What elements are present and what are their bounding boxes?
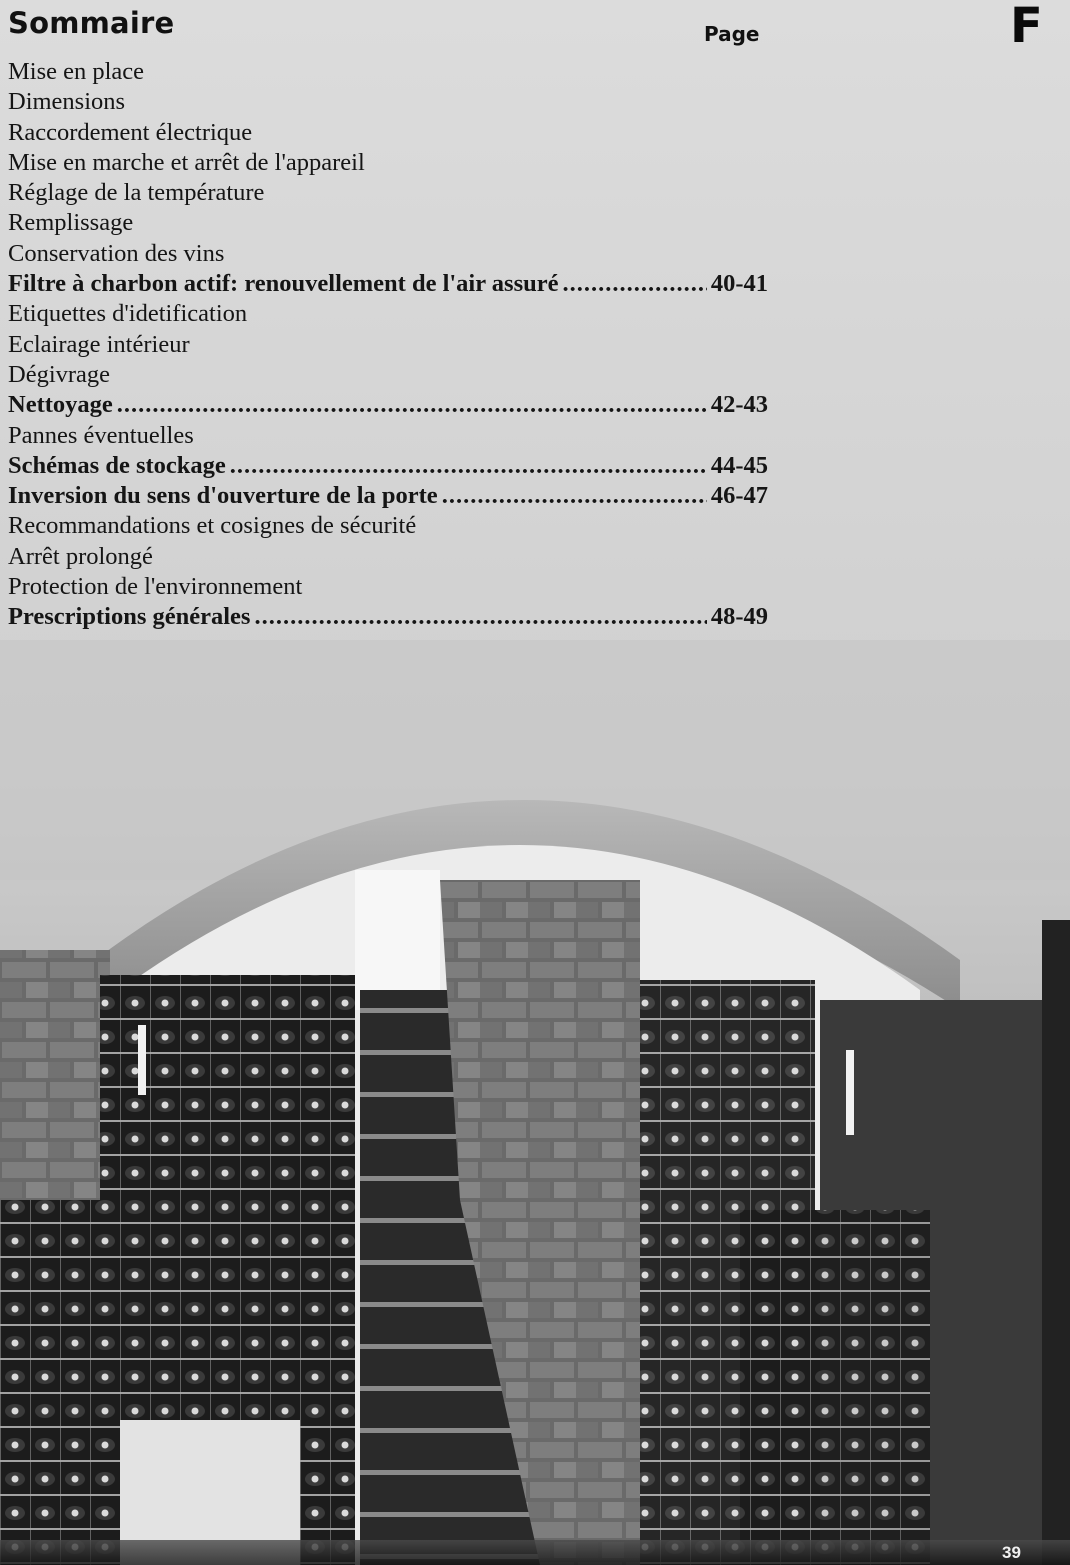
toc-item [8, 481, 768, 511]
toc-item-label: Mise en marche et arrêt de l'appareil [8, 148, 365, 176]
toc-item [8, 330, 768, 360]
toc-item [8, 239, 768, 269]
toc-item-label: Schémas de stockage [8, 451, 226, 479]
toc-item [8, 118, 768, 148]
toc-item-label: Arrêt prolongé [8, 542, 153, 570]
toc-item-label: Eclairage intérieur [8, 330, 190, 358]
toc-item [8, 269, 768, 299]
toc-item-label: Dégivrage [8, 360, 111, 388]
toc-item [8, 87, 768, 117]
table-of-contents [8, 57, 768, 633]
toc-item [8, 572, 768, 602]
toc-item-label: Nettoyage [8, 391, 113, 419]
toc-item [8, 299, 768, 329]
toc-item [8, 178, 768, 208]
toc-item-label: Protection de l'environnement [8, 573, 303, 601]
toc-item-label: Réglage de la température [8, 179, 265, 207]
toc-leader-dots [230, 451, 707, 481]
toc-item [8, 390, 768, 420]
toc-item [8, 511, 768, 541]
toc-item [8, 542, 768, 572]
toc-leader-dots [117, 390, 707, 420]
toc-item-label: Mise en place [8, 58, 145, 85]
toc-item [8, 148, 768, 178]
page-title: Sommaire [8, 6, 175, 40]
toc-item-label: Conservation des vins [8, 239, 225, 267]
toc-item-label: Dimensions [8, 88, 126, 116]
toc-leader-dots [442, 481, 707, 511]
toc-item-page: 46-47 [710, 482, 768, 510]
toc-item-label: Inversion du sens d'ouverture de la porte [8, 482, 438, 510]
toc-item [8, 421, 768, 451]
toc-item-page: 48-49 [710, 603, 768, 631]
toc-item-page: 40-41 [710, 270, 768, 298]
toc-item-label: Raccordement électrique [8, 118, 253, 146]
language-marker: F [1010, 0, 1043, 54]
page-column-label: Page [704, 22, 760, 46]
page-number: 39 [1002, 1543, 1021, 1562]
toc-item-label: Prescriptions générales [8, 603, 251, 631]
toc-leader-dots [254, 602, 706, 632]
toc-item [8, 360, 768, 390]
toc-item-label: Remplissage [8, 209, 134, 237]
toc-item [8, 451, 768, 481]
toc-item-page: 42-43 [710, 391, 768, 419]
toc-leader-dots [562, 269, 706, 299]
toc-item-label: Filtre à charbon actif: renouvellement de l'air assuré [8, 270, 559, 298]
toc-item-label: Etiquettes d'idetification [8, 300, 248, 328]
toc-item [8, 57, 768, 87]
toc-item [8, 602, 768, 632]
toc-item-label: Pannes éventuelles [8, 421, 194, 449]
toc-item [8, 208, 768, 238]
toc-item-page: 44-45 [710, 451, 768, 479]
toc-item-label: Recommandations et cosignes de sécurité [8, 512, 417, 540]
